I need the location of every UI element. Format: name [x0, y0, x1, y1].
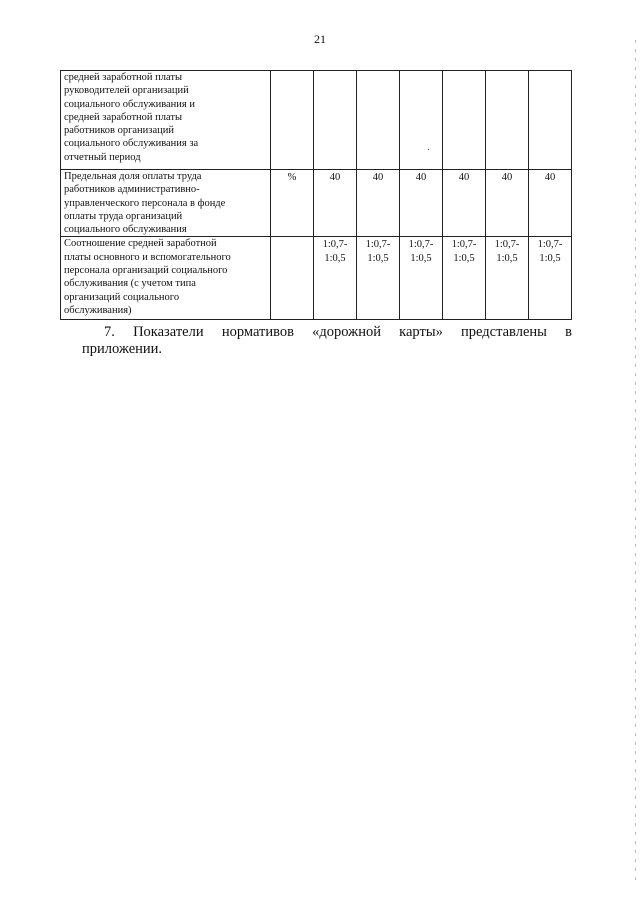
- unit-cell: [271, 237, 314, 320]
- value-line: 40: [501, 172, 513, 183]
- paragraph-word: Показатели: [133, 324, 204, 340]
- indicator-name-line: социального обслуживания за: [64, 138, 199, 150]
- value-cell: [486, 71, 529, 170]
- value-line: 1:0,7-: [365, 239, 391, 251]
- value-cell: [357, 237, 400, 320]
- indicator-name-line: социального обслуживания и: [64, 98, 195, 110]
- value-line: 1:0,7-: [451, 239, 477, 251]
- indicator-name-line: отчетный период: [64, 151, 141, 163]
- value-line: 1:0,7-: [494, 239, 520, 251]
- indicator-name-line: Соотношение средней заработной: [64, 238, 217, 250]
- value-line: 1:0,7-: [322, 239, 348, 251]
- indicator-name-line: платы основного и вспомогательного: [64, 251, 231, 263]
- paragraph-word: карты»: [399, 324, 443, 340]
- indicator-name-line: руководителей организаций: [64, 85, 189, 97]
- paragraph-word: «дорожной: [312, 324, 381, 340]
- value-line: 1:0,5: [324, 252, 346, 264]
- value-cell: [486, 170, 529, 237]
- value-cell: [529, 170, 572, 237]
- value-cell: [400, 170, 443, 237]
- value-cell: [486, 237, 529, 320]
- indicator-name-cell: [61, 71, 271, 170]
- paragraph-first-line: [82, 324, 572, 341]
- value-cell: [400, 71, 443, 170]
- unit-cell: [271, 71, 314, 170]
- value-line: 40: [458, 172, 470, 183]
- indicator-name-line: средней заработной платы: [64, 111, 183, 123]
- page-number: 21: [314, 32, 326, 46]
- table-row: [61, 237, 572, 320]
- value-cell: [357, 170, 400, 237]
- indicator-name-line: работников организаций: [64, 125, 174, 137]
- value-line: 1:0,5: [539, 252, 561, 264]
- scan-edge-line: [635, 40, 636, 880]
- value-cell: [529, 237, 572, 320]
- value-cell: [400, 237, 443, 320]
- value-line: 40: [329, 172, 341, 183]
- value-line: 40: [544, 172, 556, 183]
- indicator-name-line: организаций социального: [64, 291, 180, 303]
- value-line: 1:0,5: [496, 252, 518, 264]
- indicator-name-cell: [61, 170, 271, 237]
- paragraph-word: в: [565, 324, 572, 340]
- paragraph-word: представлены: [461, 324, 547, 340]
- indicator-name-cell: [61, 237, 271, 320]
- value-cell: [529, 71, 572, 170]
- value-line: 1:0,5: [410, 252, 432, 264]
- indicator-name-line: обслуживания (с учетом типа: [64, 278, 196, 290]
- value-cell: [357, 71, 400, 170]
- unit-cell: %: [271, 170, 314, 237]
- indicator-name-line: работников административно-: [64, 184, 200, 196]
- indicators-table: [60, 70, 572, 320]
- table-row: [61, 170, 572, 237]
- value-line: 1:0,5: [453, 252, 475, 264]
- value-cell: [443, 71, 486, 170]
- value-cell: [443, 170, 486, 237]
- indicator-name-line: социального обслуживания: [64, 224, 187, 236]
- paragraph-roadmap-indicators: [82, 324, 572, 358]
- paragraph-word: нормативов: [221, 324, 294, 340]
- value-cell: [443, 237, 486, 320]
- value-line: 40: [372, 172, 384, 183]
- paragraph-word: 7.: [104, 324, 115, 340]
- value-cell: [314, 170, 357, 237]
- indicator-name-line: средней заработной платы: [64, 72, 183, 83]
- value-cell: [314, 71, 357, 170]
- value-line: 1:0,5: [367, 252, 389, 264]
- indicator-name-line: оплаты труда организаций: [64, 210, 183, 222]
- paragraph-second-line: приложении.: [82, 341, 163, 357]
- indicator-name-line: персонала организаций социального: [64, 265, 228, 277]
- scan-speck: [428, 149, 429, 150]
- indicator-name-line: управленческого персонала в фонде: [64, 197, 226, 209]
- value-line: 1:0,7-: [408, 239, 434, 251]
- table-row: [61, 71, 572, 170]
- value-cell: [314, 237, 357, 320]
- value-line: 1:0,7-: [537, 239, 563, 251]
- indicator-name-line: Предельная доля оплаты труда: [64, 171, 202, 182]
- indicator-name-line: обслуживания): [64, 304, 132, 316]
- value-line: 40: [415, 172, 427, 183]
